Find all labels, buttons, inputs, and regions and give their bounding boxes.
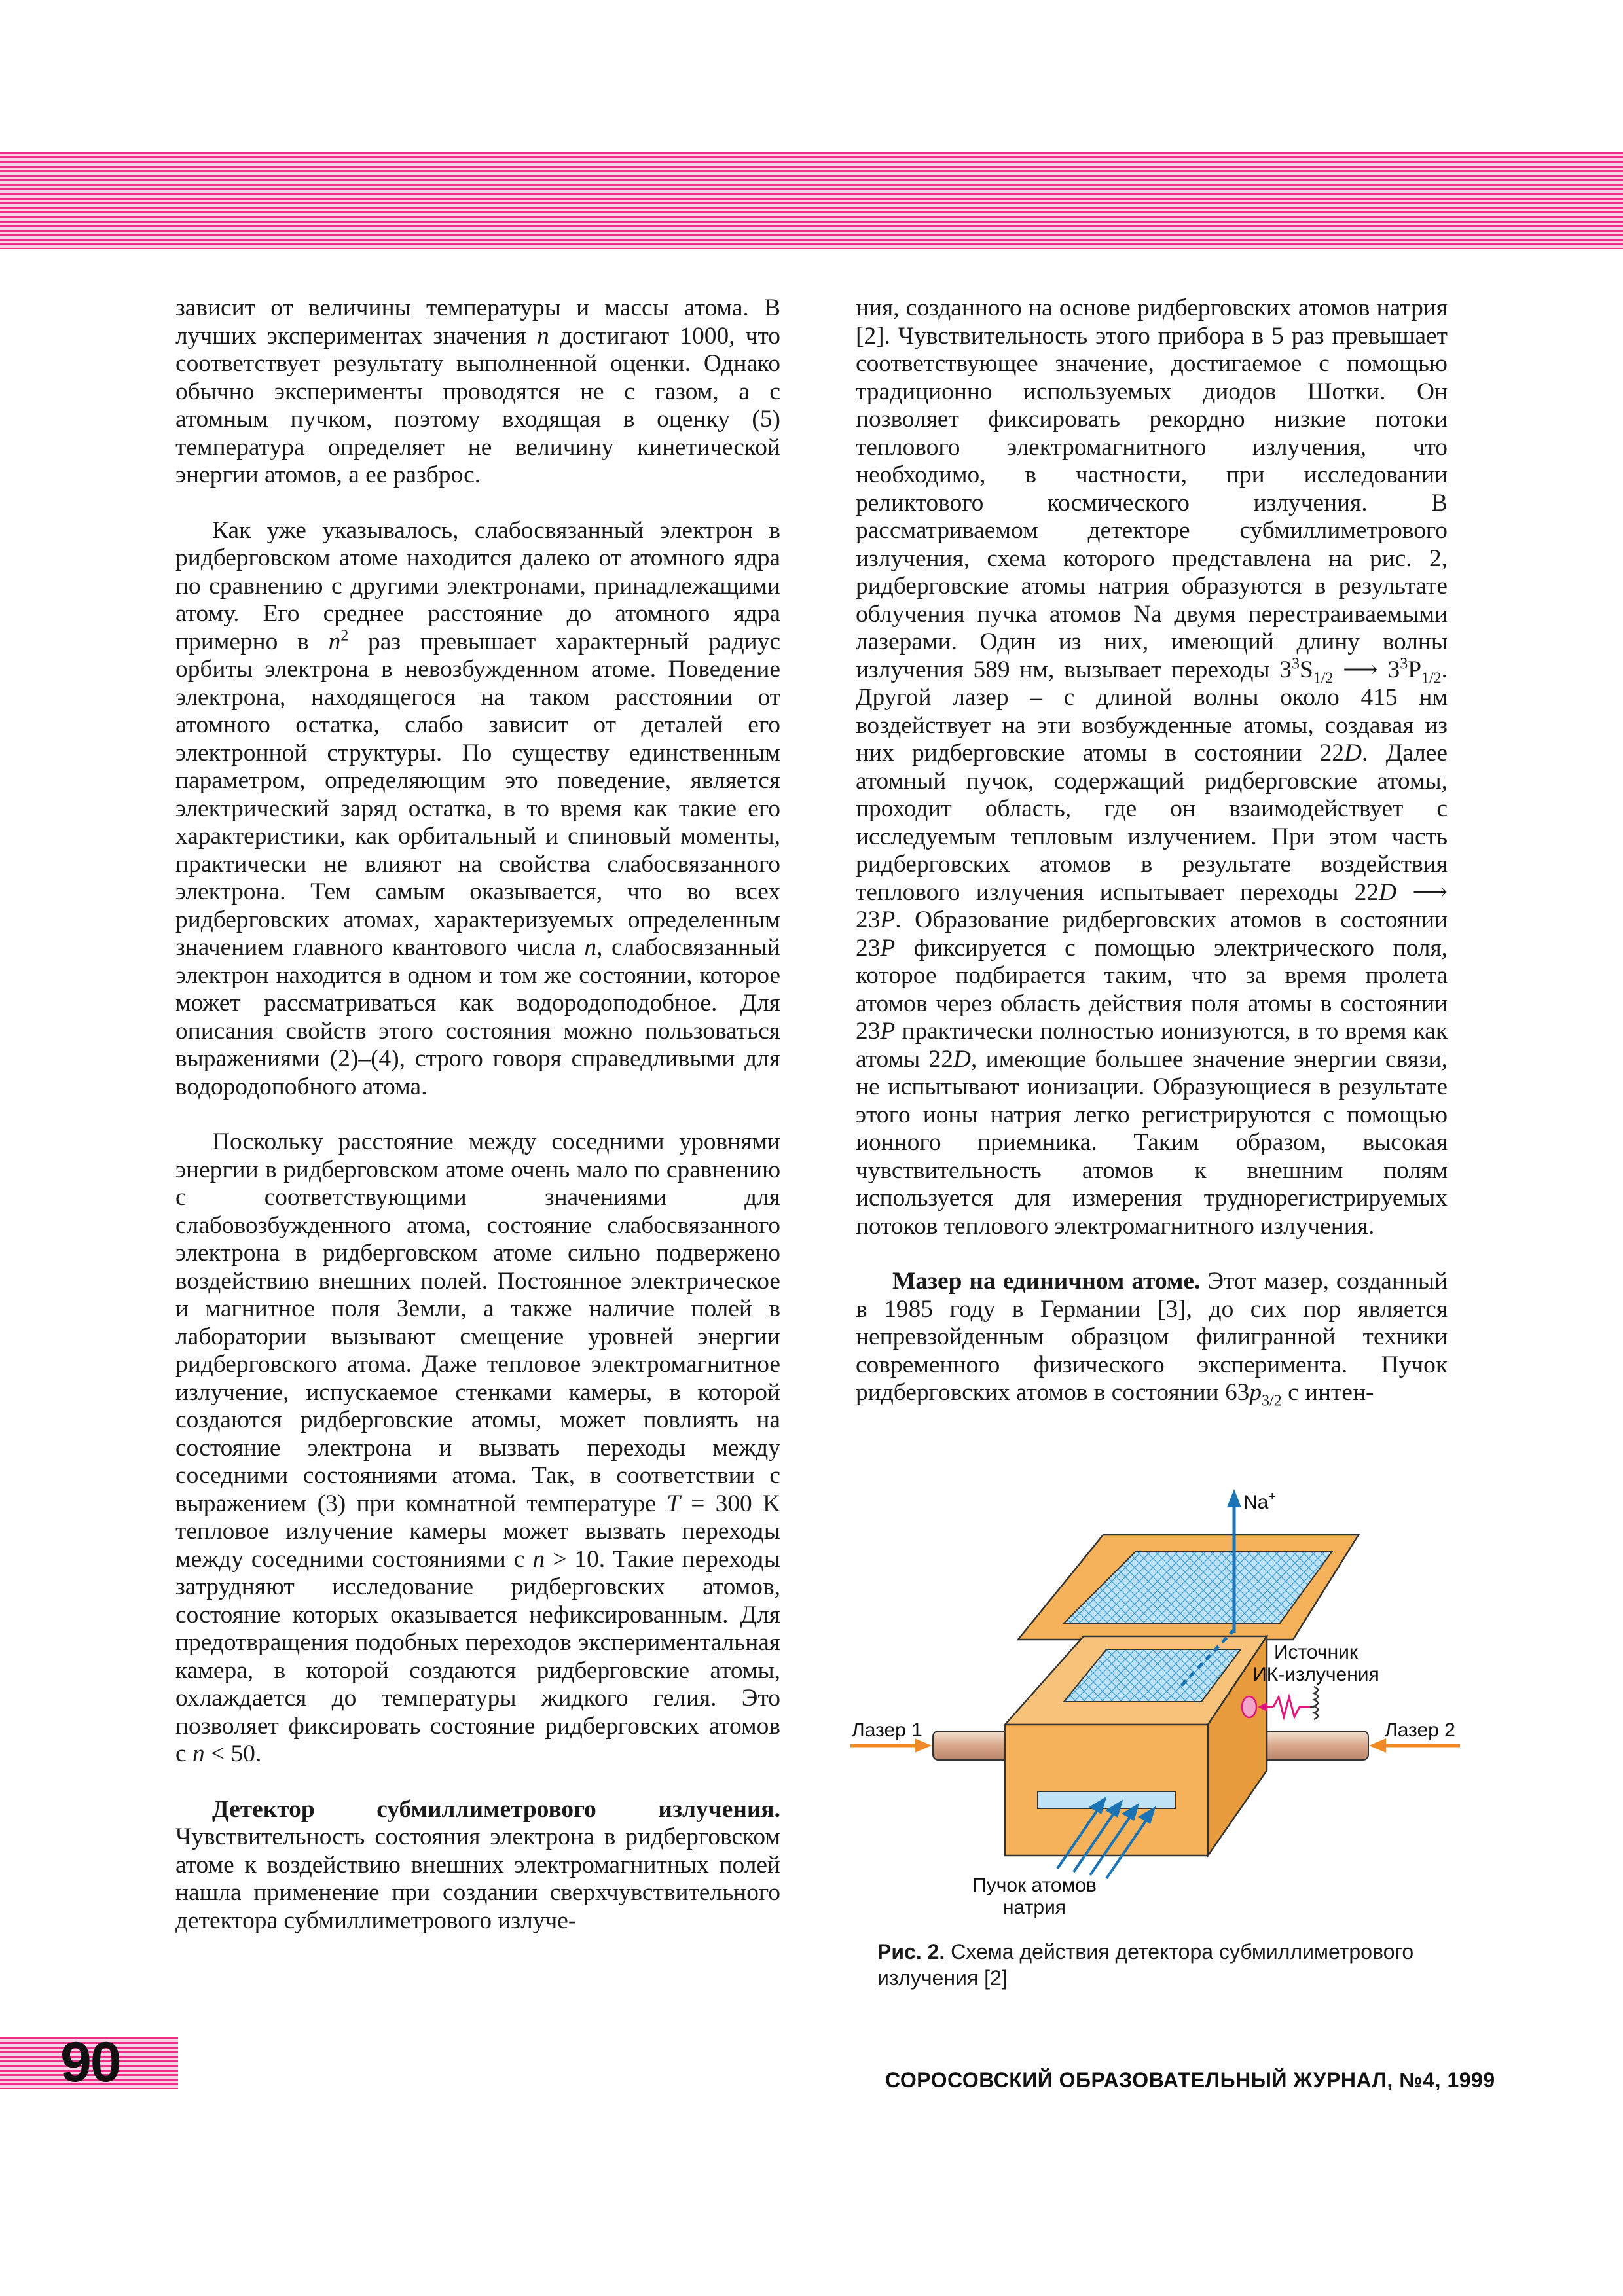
left-paragraph-1: зависит от величины температуры и массы атома. В лучших экспериментах значения n достигают 1000, что соответствует результату выполненной оценки. Однако обычно эксперименты проводятся не с газом, а с атомным пучком, поэтому входящая в оценку (5) температура определяет не величину кинетической энергии атомов, а ее разброс. [175, 295, 780, 488]
section-heading-detector: Детектор субмиллиметрового излучения. [212, 1795, 780, 1823]
journal-footer: СОРОСОВСКИЙ ОБРАЗОВАТЕЛЬНЫЙ ЖУРНАЛ, №4, 1999 [885, 2068, 1495, 2092]
sodium-beam-label-line1: Пучок атомов [972, 1874, 1097, 1896]
na-label: Na+ [1243, 1490, 1277, 1513]
figure-detector-diagram [841, 1476, 1470, 1921]
left-paragraph-4: Детектор субмиллиметрового излучения. Чувствительность состояния электрона в ридберговском атоме к воздействию внешних электромагнитных полей нашла применение при создании сверхчувствительного детектора субмиллиметрового излуче- [175, 1795, 780, 1934]
sodium-beam-label-line2: натрия [1002, 1897, 1067, 1918]
interaction-chamber-box [1005, 1636, 1267, 1856]
laser-2-label: Лазер 2 [1385, 1719, 1455, 1741]
figure-caption [877, 1939, 1440, 1991]
left-column [175, 295, 780, 1935]
ir-source-label-line1: Источник [1273, 1641, 1359, 1663]
page-number: 90 [60, 2031, 120, 2094]
right-paragraph-1: ния, созданного на основе ридберговских атомов натрия [2]. Чувствительность этого прибора в 5 раз превышает соответствующее значение, достигаемое с помощью традиционно используемых диодов Шотки. Он позволяет фиксировать рекордно низкие потоки теплового электромагнитного излучения, что необходимо, в частности, при исследовании реликтового космического излучения. В рассматриваемом детекторе субмиллиметрового излучения, схема которого представлена на рис. 2, ридберговские атомы натрия образуются в результате облучения пучка атомов Na двумя перестраиваемыми лазерами. Один из них, имеющий длину волны излучения 589 нм, вызывает переходы $3^3S_{1/2}$ ⟶ $3^3P_{1/2}$. Другой лазер – с длиной волны около 415 нм воздействует на эти возбужденные атомы, создавая из них ридберговские атомы в состоянии 22D. Далее атомный пучок, содержащий ридберговские атомы, проходит область, где он взаимодействует с исследуемым тепловым излучением. При этом часть ридберговских атомов в результате воздействия теплового излучения испытывает переходы 22D ⟶ 23P. Образование ридберговских атомов в состоянии 23P фиксируется с помощью электрического поля, которое подбирается таким, что за время пролета атомов через область действия поля атомы в состоянии 23P практически полностью ионизуются, в то время как атомы 22D, имеющие большее значение энергии связи, не испытывают ионизации. Образующиеся в результате этого ионы натрия легко регистрируются с помощью ионного приемника. Таким образом, высокая чувствительность атомов к внешним полям используется для измерения труднорегистрируемых потоков теплового электромагнитного излучения. [856, 295, 1448, 1240]
left-paragraph-2: Как уже указывалось, слабосвязанный электрон в ридберговском атоме находится далеко от атомного ядра по сравнению с другими электронами, принадлежащими атому. Его среднее расстояние до атомного ядра примерно в $n^2$ раз превышает характерный радиус орбиты электрона в невозбужденном атоме. Поведение электрона, находящегося на таком расстоянии от атомного остатка, слабо зависит от деталей его электронной структуры. По существу единственным параметром, определяющим это поведение, является электрический заряд остатка, в то время как такие его характеристики, как орбитальный и спиновый моменты, практически не влияют на свойства слабосвязанного электрона. Тем самым оказывается, что во всех ридберговских атомах, характеризуемых определенным значением главного квантового числа n, слабосвязанный электрон находится в одном и том же состоянии, которое может рассматриваться как водородоподобное. Для описания свойств этого состояния можно пользоваться выражениями (2)–(4), строго говоря справедливыми для водородопобного атома. [175, 516, 781, 1100]
header-stripe-band [0, 152, 1623, 249]
right-paragraph-2: Мазер на единичном атоме. Этот мазер, созданный в 1985 году в Германии [3], до сих пор является непревзойденным образцом филигранной техники современного физического эксперимента. Пучок ридберговских атомов в состоянии $63p_{3/2}$ с интен- [856, 1268, 1448, 1410]
ion-detector-plate [1018, 1535, 1359, 1640]
left-paragraph-3: Поскольку расстояние между соседними уровнями энергии в ридберговском атоме очень мало по сравнению с соответствующими значениями для слабовозбужденного атома, состояние слабосвязанного электрона в ридберговском атоме сильно подвержено воздействию внешних полей. Постоянное электрическое и магнитное поля Земли, а также наличие полей в лаборатории вызывают смещение уровней энергии ридберговского атома. Даже тепловое электромагнитное излучение, испускаемое стенками камеры, в которой создаются ридберговские атомы, может повлиять на состояние электрона и вызвать переходы между соседними состояниями атома. Так, в соответствии с выражением (3) при комнатной температуре T = 300 K тепловое излучение камеры может вызвать переходы между соседними состояниями с n > 10. Такие переходы затрудняют исследование ридберговских атомов, состояние которых оказывается нефиксированным. Для предотвращения подобных переходов экспериментальная камера, в которой создаются ридберговские атомы, охлаждается до температуры жидкого гелия. Это позволяет фиксировать состояние ридберговских атомов с n < 50. [175, 1128, 781, 1767]
laser-1-label: Лазер 1 [852, 1719, 922, 1741]
figure-caption-label: Рис. 2. [877, 1940, 945, 1964]
ir-source-label-line2: ИК-излучения [1252, 1664, 1379, 1685]
section-heading-maser: Мазер на единичном атоме. [892, 1268, 1201, 1295]
right-column [856, 295, 1448, 1410]
ir-source-port [1242, 1696, 1256, 1717]
figure-caption-text: Схема действия детектора субмиллиметрового излучения [2] [877, 1940, 1414, 1990]
